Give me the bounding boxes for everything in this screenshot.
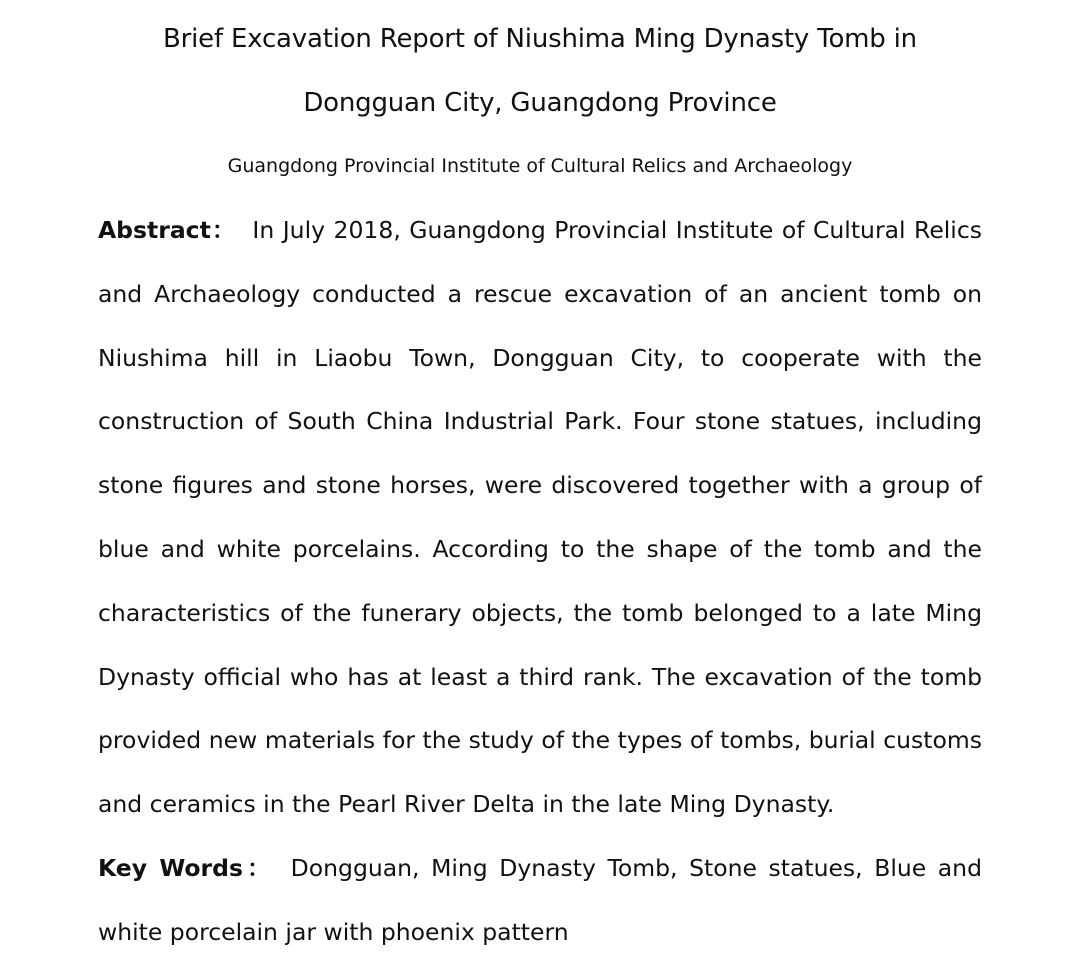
- keywords-text: Dongguan, Ming Dynasty Tomb, Stone statues, Blue and white porcelain jar with phoenix pattern: [98, 854, 982, 946]
- keywords-label: Key Words：: [98, 854, 275, 882]
- abstract-paragraph: [98, 199, 982, 837]
- document-title-line-2: Dongguan City, Guangdong Province: [303, 88, 777, 118]
- keywords-paragraph: [98, 837, 982, 965]
- document-title-line-1: Brief Excavation Report of Niushima Ming Dynasty Tomb in: [163, 24, 917, 54]
- author-affiliation: Guangdong Provincial Institute of Cultural Relics and Archaeology: [227, 155, 853, 177]
- abstract-text: In July 2018, Guangdong Provincial Institute of Cultural Relics and Archaeology conducted a rescue excavation of an ancient tomb on Niushima hill in Liaobu Town, Dongguan City, to cooperate with the construction of South China Industrial Park. Four stone statues, including stone figures and stone horses, were discovered together with a group of blue and white porcelains. According to the shape of the tomb and the characteristics of the funerary objects, the tomb belonged to a late Ming Dynasty official who has at least a third rank. The excavation of the tomb provided new materials for the study of the types of tombs, burial customs and ceramics in the Pearl River Delta in the late Ming Dynasty.: [98, 216, 982, 819]
- abstract-label: Abstract：: [98, 216, 237, 244]
